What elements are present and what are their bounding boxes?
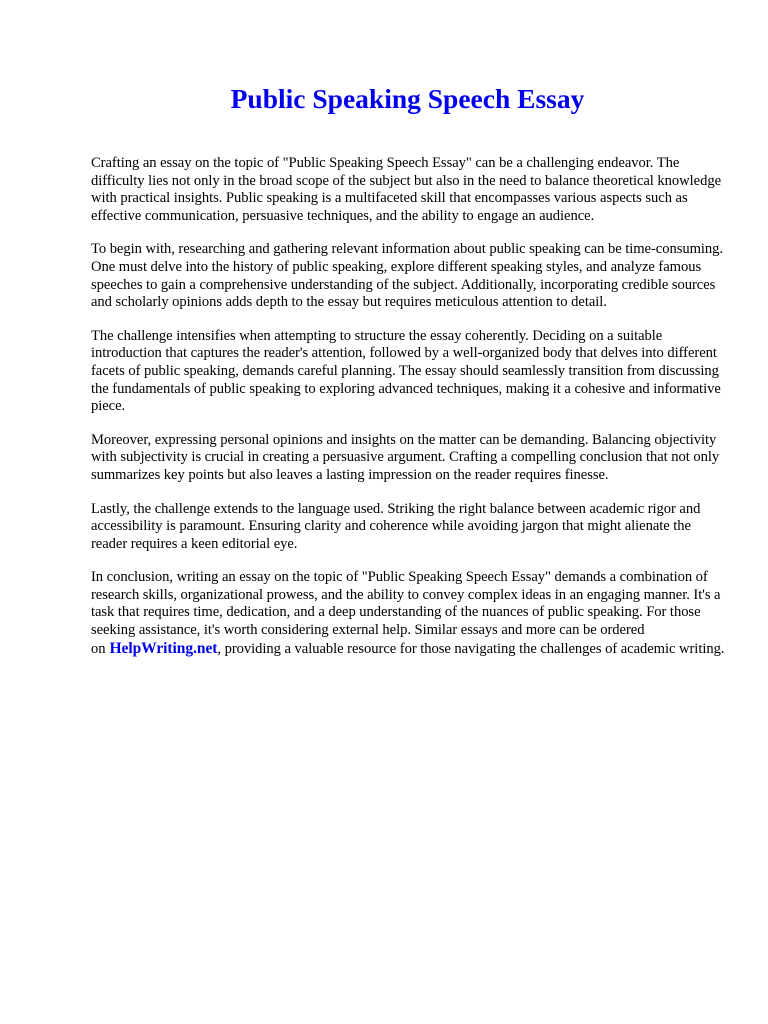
paragraph-intro: Crafting an essay on the topic of "Public Speaking Speech Essay" can be a challenging endeavor. The difficulty lies not only in the broad scope of the subject but also in the need to balance theoretical knowledge with practical insights. Public speaking is a multifaceted skill that encompasses various aspects such as effective communication, persuasive techniques, and the ability to engage an audience. — [91, 155, 721, 224]
conclusion-text-after-link: , providing a valuable resource for those navigating the challenges of academic writing. — [217, 640, 725, 657]
helpwriting-link[interactable]: HelpWriting.net — [109, 639, 218, 657]
paragraph-conclusion — [91, 569, 726, 658]
paragraph-structure: The challenge intensifies when attempting to structure the essay coherently. Deciding on a suitable introduction that captures the reader's attention, followed by a well-organized body that delves into different facets of public speaking, demands careful planning. The essay should seamlessly transition from discussing the fundamentals of public speaking to exploring advanced techniques, making it a cohesive and informative piece. — [91, 327, 721, 415]
conclusion-text-before-link: In conclusion, writing an essay on the topic of "Public Speaking Speech Essay" demands a combination of research skills, organizational prowess, and the ability to convey complex ideas in an engaging manner. It's a task that requires time, dedication, and a deep understanding of the nuances of public speaking. For those seeking assistance, it's worth considering external help. Similar essays and more can be ordered on — [91, 569, 721, 657]
page-title: Public Speaking Speech Essay — [230, 83, 585, 114]
paragraph-opinions: Moreover, expressing personal opinions and insights on the matter can be demanding. Balancing objectivity with subjectivity is crucial in creating a persuasive argument. Crafting a compelling conclusion that not only summarizes key points but also leaves a lasting impression on the reader requires finesse. — [91, 431, 720, 483]
paragraph-research: To begin with, researching and gathering relevant information about public speaking can be time-consuming. One must delve into the history of public speaking, explore different speaking styles, and analyze famous speeches to gain a comprehensive understanding of the subject. Additionally, incorporating credible sources and scholarly opinions adds depth to the essay but requires meticulous attention to detail. — [91, 241, 723, 311]
paragraph-language: Lastly, the challenge extends to the language used. Striking the right balance between academic rigor and accessibility is paramount. Ensuring clarity and coherence while avoiding jargon that might alienate the reader requires a keen editorial eye. — [91, 500, 701, 552]
